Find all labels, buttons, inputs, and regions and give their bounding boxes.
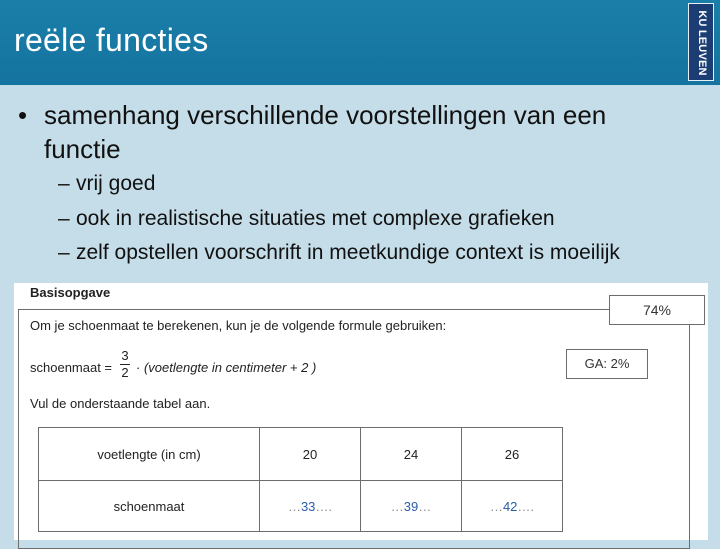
handwritten-answer: 42: [502, 498, 518, 514]
ga-box: GA: 2%: [566, 349, 648, 379]
table-cell: 26: [462, 428, 563, 481]
ku-leuven-logo: [688, 3, 714, 81]
answer-table: [38, 427, 563, 532]
bullet-dot-icon: •: [18, 100, 28, 130]
answer-cell: [462, 481, 563, 532]
handwritten-answer: 33: [300, 498, 316, 514]
dash-icon: –: [58, 207, 70, 230]
table-cell: 24: [361, 428, 462, 481]
formula-rhs: · (voetlengte in centimeter + 2 ): [136, 360, 317, 375]
title-bar: [0, 0, 720, 85]
dash-icon: –: [58, 172, 70, 195]
table-instruction: Vul de onderstaande tabel aan.: [30, 396, 211, 411]
dots: ….: [517, 498, 535, 514]
exercise-image: [14, 283, 708, 540]
fraction-denominator: 2: [121, 365, 129, 380]
formula-intro: Om je schoenmaat te berekenen, kun je de volgende formule gebruiken:: [30, 318, 447, 333]
sub-bullet-text: vrij goed: [76, 172, 156, 195]
formula-fraction: [120, 349, 130, 380]
dots: ….: [315, 498, 333, 514]
formula-lhs: schoenmaat =: [30, 360, 113, 375]
dash-icon: –: [58, 241, 70, 264]
dots: …: [418, 498, 432, 514]
dots: …: [390, 498, 404, 514]
slide-title: reële functies: [14, 22, 209, 58]
main-bullet-text: samenhang verschillende voorstellingen van een functie: [44, 100, 607, 164]
row-label: schoenmaat: [39, 481, 260, 532]
table-row: [39, 481, 563, 532]
exercise-heading: Basisopgave: [30, 285, 111, 300]
answer-cell: [260, 481, 361, 532]
sub-bullet-text: ook in realistische situaties met complexe grafieken: [76, 207, 555, 230]
table-row: [39, 428, 563, 481]
fraction-numerator: 3: [121, 348, 129, 363]
table-cell: 20: [260, 428, 361, 481]
handwritten-answer: 39: [403, 498, 419, 514]
dots: …: [489, 498, 503, 514]
row-label: voetlengte (in cm): [39, 428, 260, 481]
logo-text: KU LEUVEN: [696, 10, 708, 76]
percentage-box: 74%: [609, 295, 705, 325]
answer-cell: [361, 481, 462, 532]
dots: …: [287, 498, 301, 514]
sub-bullet-text: zelf opstellen voorschrift in meetkundige context is moeilijk: [76, 241, 620, 264]
